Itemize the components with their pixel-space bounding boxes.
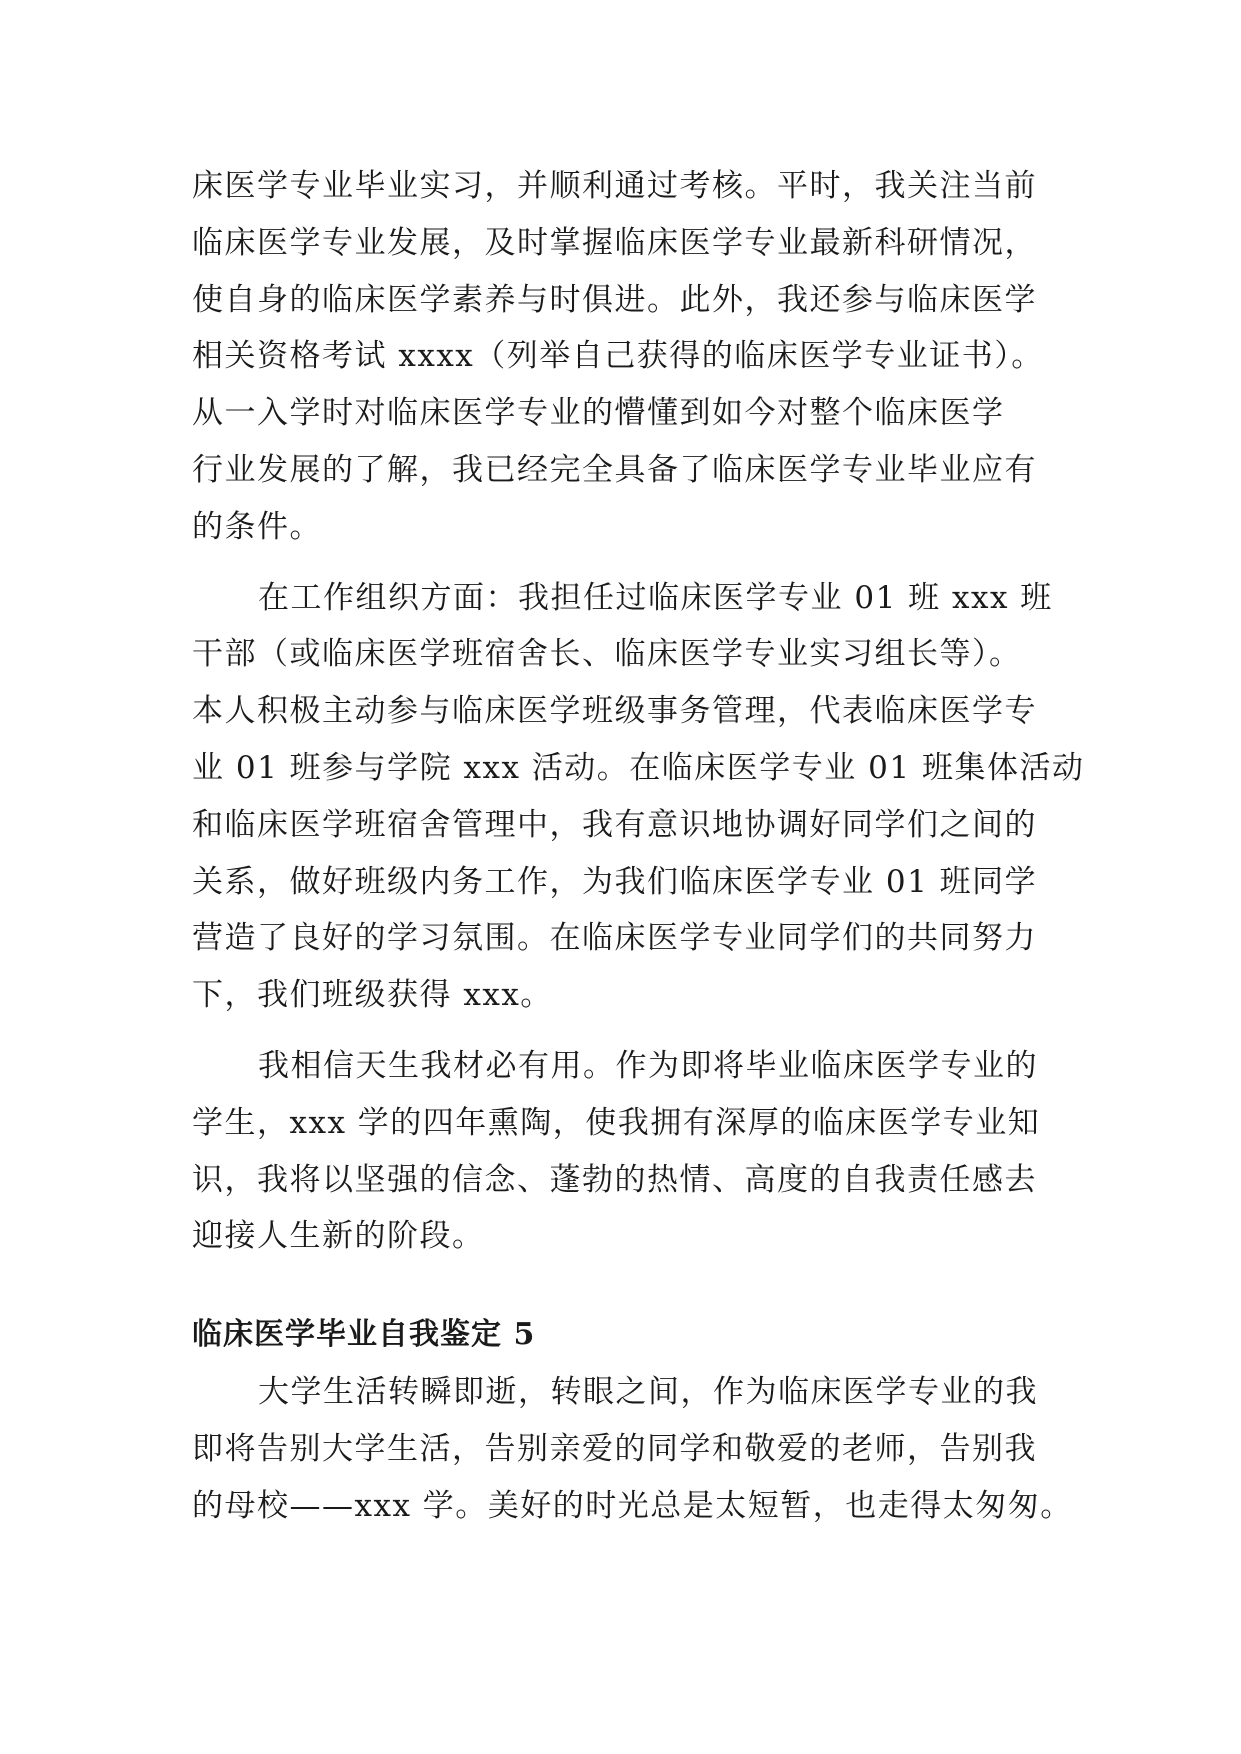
text-line: 业 01 班参与学院 xxx 活动。在临床医学专业 01 班集体活动 [192,749,1085,786]
text-line: 关系，做好班级内务工作，为我们临床医学专业 01 班同学 [192,863,1038,900]
text-line: 我相信天生我材必有用。作为即将毕业临床医学专业的 [258,1047,1038,1084]
text-line: 识，我将以坚强的信念、蓬勃的热情、高度的自我责任感去 [192,1161,1037,1198]
text-line: 使自身的临床医学素养与时俱进。此外，我还参与临床医学 [192,281,1037,318]
paragraph-study [192,158,1072,556]
paragraph-gap [192,556,1072,570]
text-line: 行业发展的了解，我已经完全具备了临床医学专业毕业应有 [192,451,1037,488]
text-line: 本人积极主动参与临床医学班级事务管理，代表临床医学专 [192,693,1037,730]
text-line: 和临床医学班宿舍管理中，我有意识地协调好同学们之间的 [192,806,1037,843]
text-line: 下，我们班级获得 xxx。 [192,977,553,1014]
text-line: 相关资格考试 xxxx（列举自己获得的临床医学专业证书）。 [192,338,1044,375]
section-heading: 临床医学毕业自我鉴定 5 [192,1317,536,1353]
paragraph-work-organization [192,570,1085,1024]
paragraph-farewell [192,1364,1072,1534]
text-line: 大学生活转瞬即逝，转眼之间，作为临床医学专业的我 [258,1373,1038,1410]
text-line: 在工作组织方面：我担任过临床医学专业 01 班 xxx 班 [258,579,1053,616]
text-line: 的条件。 [192,508,322,545]
text-line: 迎接人生新的阶段。 [192,1218,485,1255]
text-line: 干部（或临床医学班宿舍长、临床医学专业实习组长等）。 [192,636,1022,673]
paragraph-conclusion [192,1038,1072,1265]
text-line: 从一入学时对临床医学专业的懵懂到如今对整个临床医学 [192,395,1005,432]
text-line: 临床医学专业发展，及时掌握临床医学专业最新科研情况， [192,224,1037,261]
text-line: 学生，xxx 学的四年熏陶，使我拥有深厚的临床医学专业知 [192,1104,1041,1141]
paragraph-gap [192,1024,1072,1038]
text-line: 营造了良好的学习氛围。在临床医学专业同学们的共同努力 [192,920,1037,957]
document-body [192,158,1085,1534]
text-line: 即将告别大学生活，告别亲爱的同学和敬爱的老师，告别我 [192,1430,1037,1467]
text-line: 床医学专业毕业实习，并顺利通过考核。平时，我关注当前 [192,168,1037,204]
section-gap [192,1265,1072,1307]
text-line: 的母校——xxx 学。美好的时光总是太短暂，也走得太匆匆。 [192,1487,1073,1524]
